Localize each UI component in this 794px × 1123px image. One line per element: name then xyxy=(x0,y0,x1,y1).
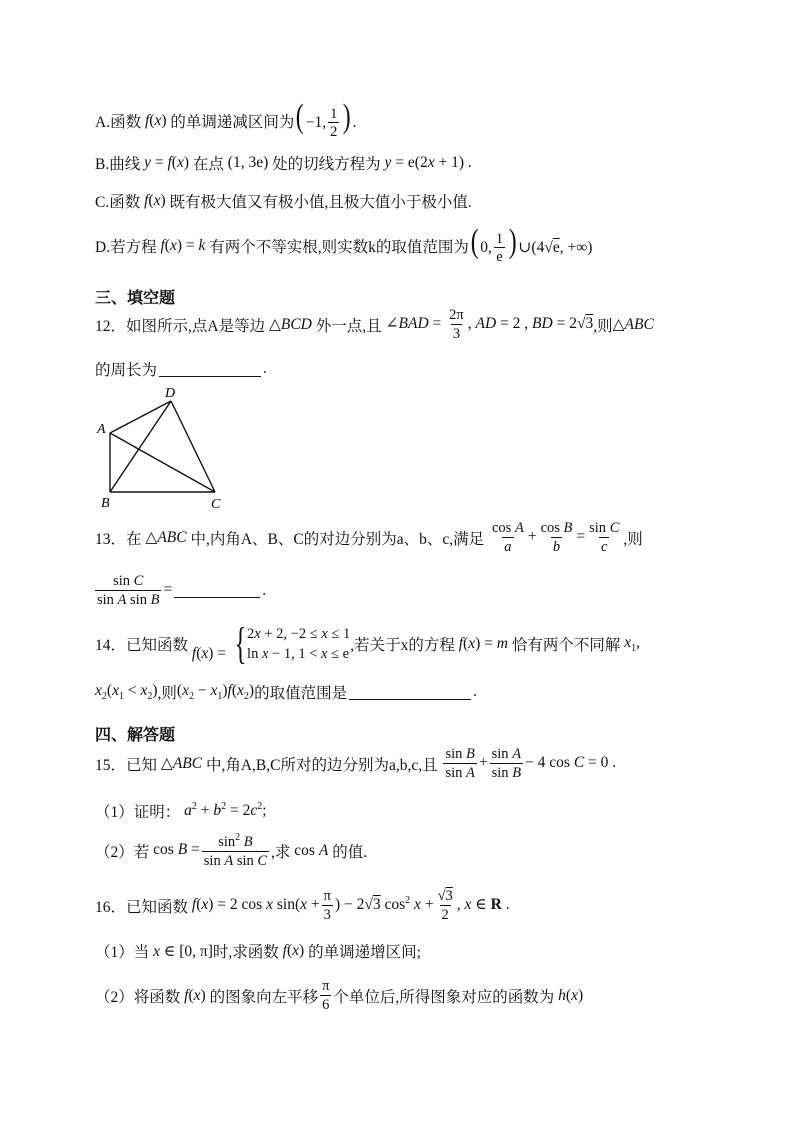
q15-text-b: 中,角A,B,C所对的边分别为a,b,c,且 xyxy=(205,756,438,774)
math: x ∈ [0, π] xyxy=(153,942,213,960)
question-12-line1 xyxy=(95,307,654,342)
math: cos A xyxy=(290,841,329,859)
math: f(x) xyxy=(144,192,170,209)
math: △BCD xyxy=(265,316,312,334)
question-15-line1 xyxy=(95,746,616,781)
question-15-part1 xyxy=(95,800,267,822)
math: cos B = $\frac{\sin^2 B}{\text{sin A sin C}}$ xyxy=(149,832,268,869)
math: △ABC xyxy=(157,755,203,773)
label-b: B xyxy=(101,496,110,511)
q16-text-a: 16．已知函数 xyxy=(95,898,189,916)
option-d-text: 有两个不等实根,则实数k的取值范围为 xyxy=(209,238,469,256)
q15-part2-text-b: ,求 xyxy=(271,843,291,861)
math: ( 0, $\frac{1}{e}$ ) ∪(4√e, +∞) xyxy=(470,223,593,266)
math: f(x) xyxy=(144,111,171,129)
q16-part2-text-b: 的图象向左平移 xyxy=(209,988,319,1006)
math: f(x) = m xyxy=(458,635,508,652)
section-title-fill-in: 三、填空题 xyxy=(95,288,176,307)
math: h(x) xyxy=(558,986,584,1004)
q14-text-b: ,若关于x的方程 xyxy=(350,637,455,654)
segment-ad xyxy=(110,401,171,433)
question-13-line1 xyxy=(95,520,643,555)
math: $\frac{\text{sin B}}{\text{sin A}}$ + $\frac{\text{sin A}}{\text{sin B}}$ − 4 cos C = 0 . xyxy=(445,746,617,781)
answer-blank[interactable] xyxy=(349,685,471,700)
segment-dc xyxy=(171,401,215,492)
math: $\frac{\text{sin C}}{\text{sin A sin B}}$ = xyxy=(97,573,173,608)
q12-text-c: ,则 xyxy=(593,317,613,335)
question-13-line2: $\frac{\text{sin C}}{\text{sin A sin B}}$ = . xyxy=(97,573,267,608)
segment-bd xyxy=(110,401,171,492)
label-d: D xyxy=(165,386,176,401)
option-b xyxy=(95,152,472,174)
option-c xyxy=(95,190,472,212)
q15-part1-text: （1）证明： xyxy=(95,804,181,821)
option-b-text: 在点 xyxy=(192,156,224,173)
question-15-part2 xyxy=(95,832,367,869)
option-a-prefix: A.函数 xyxy=(95,113,142,131)
math: y = f(x) xyxy=(144,154,193,171)
question-16-line1 xyxy=(95,888,510,923)
q14-text-c: 恰有两个不同解 xyxy=(511,637,621,654)
math: f(x) xyxy=(282,942,309,959)
question-16-part1 xyxy=(95,940,421,962)
option-d xyxy=(95,225,592,266)
q13-text-a: 13．在 xyxy=(95,530,142,548)
math: f(x) = k xyxy=(160,236,206,254)
option-a-text: 的单调递减区间为 xyxy=(170,113,295,131)
question-16-part2 xyxy=(95,978,583,1013)
question-14-line2: $x_2(x_1 < x_2)$ ,则 $(x_2 - x_1)f(x_2)$ 的取值范围是 . xyxy=(95,681,477,703)
answer-blank[interactable] xyxy=(159,362,261,377)
q12-text-b: 外一点,且 xyxy=(315,317,382,335)
q16-part1-text-c: 的单调递增区间; xyxy=(308,944,421,961)
q14-text-e: 的取值范围是 xyxy=(254,685,348,702)
math: $x_2(x_1 < x_2)$ xyxy=(95,681,158,703)
q16-part2-text-a: （2）将函数 xyxy=(95,988,181,1006)
math: f(x) xyxy=(184,986,210,1004)
q14-text-a: 14．已知函数 xyxy=(95,637,189,654)
label-c: C xyxy=(211,497,221,512)
math: (1, 3e) xyxy=(223,154,273,171)
q14-text-d: ,则 xyxy=(157,685,177,702)
question-12-line2: 的周长为 . xyxy=(95,360,267,379)
math: f(x) = { 2x + 2, −2 ≤ x ≤ 1 ln x − 1, 1 < x ≤ e xyxy=(191,619,351,668)
option-a xyxy=(95,100,357,141)
option-d-prefix: D.若方程 xyxy=(95,238,157,256)
q15-part2-text-c: 的值. xyxy=(332,843,368,861)
option-c-text: 既有极大值又有极小值,且极大值小于极小值. xyxy=(169,194,472,211)
math: f(x) = 2 cos x sin(x + $\frac{\pi}{3}$ ) − 2√3 $\cos^2 x$ + $\frac{√3}{2}$ , x ∈ R . xyxy=(191,888,510,923)
q13-text-c: ,则 xyxy=(623,530,643,548)
math: $(x_2 - x_1)f(x_2)$ xyxy=(176,681,255,703)
question-14-line1 xyxy=(95,619,640,668)
math: ( −1, $\frac{1}{2}$ ) . xyxy=(296,98,357,141)
option-c-prefix: C.函数 xyxy=(95,194,141,211)
math: $x_1$, xyxy=(624,633,640,655)
triangle-figure xyxy=(95,385,235,515)
option-b-prefix: B.曲线 xyxy=(95,156,141,173)
q13-text-b: 中,内角A、B、C的对边分别为a、b、c,满足 xyxy=(190,530,485,548)
q15-text-a: 15．已知 xyxy=(95,756,158,774)
math: y = e(2x + 1) . xyxy=(384,154,472,171)
q16-part1-text-a: （1）当 xyxy=(95,944,150,961)
math: $\frac{\pi}{6}$ xyxy=(322,978,330,1013)
option-b-text2: 处的切线方程为 xyxy=(272,156,381,173)
math: $\frac{\text{cos A}}{a}$ + $\frac{\text{cos B}}{b}$ = $\frac{\text{sin C}}{c}$ xyxy=(491,520,620,555)
math: △ABC xyxy=(141,529,187,547)
label-a: A xyxy=(97,422,106,437)
math: △ABC xyxy=(612,316,654,334)
q12-text-line2: 的周长为 xyxy=(95,362,158,379)
math: ∠BAD = $\frac{2\pi}{3}$ , AD = 2 , BD = 2√3 xyxy=(381,307,594,342)
section-title-solutions: 四、解答题 xyxy=(95,725,176,744)
segment-ac xyxy=(110,433,215,492)
q16-part2-text-c: 个单位后,所得图象对应的函数为 xyxy=(333,988,555,1006)
answer-blank[interactable] xyxy=(174,583,260,598)
math: $a^2 + b^2 = 2c^2$; xyxy=(184,801,267,820)
q12-text-a: 12．如图所示,点A是等边 xyxy=(95,317,266,335)
q16-part1-text-b: 时,求函数 xyxy=(212,944,279,961)
q15-part2-text-a: （2）若 xyxy=(95,843,150,861)
